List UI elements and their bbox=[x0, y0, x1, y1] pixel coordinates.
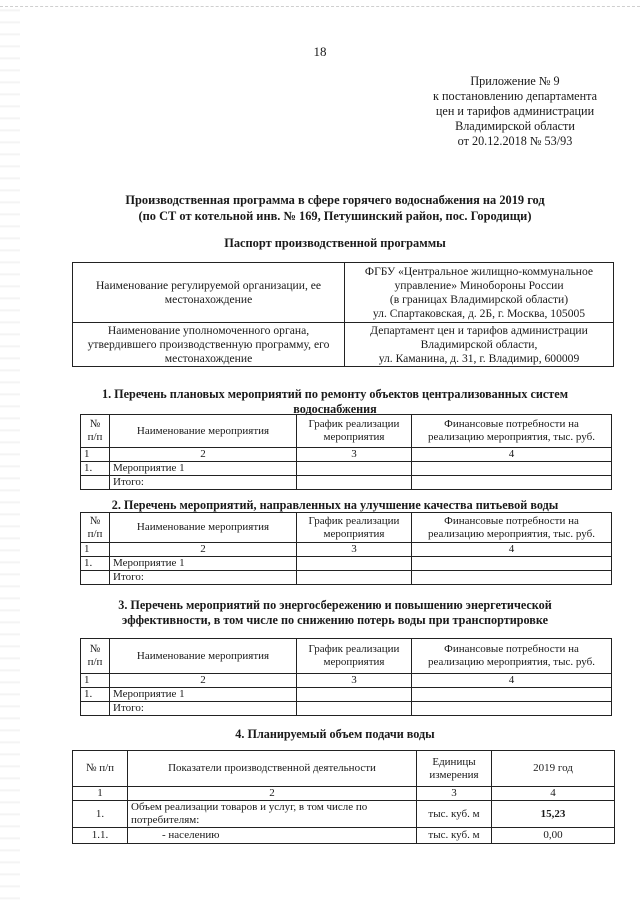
appendix-line: Владимирской области bbox=[455, 119, 575, 133]
row-schedule bbox=[297, 557, 412, 571]
total-finance bbox=[412, 476, 612, 490]
col-schedule-header: График реализации мероприятия bbox=[297, 415, 412, 448]
authority-line: Департамент цен и тарифов администрации bbox=[370, 323, 588, 337]
scan-top-line bbox=[0, 6, 640, 7]
total-num bbox=[81, 571, 110, 585]
col-num-header: № п/п bbox=[81, 639, 110, 674]
org-line: управление» Минобороны России bbox=[394, 278, 564, 292]
section-4-heading: 4. Планируемый объем подачи воды bbox=[235, 727, 435, 741]
heading-line: 3. Перечень мероприятий по энергосбережению и повышению энергетической bbox=[118, 598, 552, 612]
vol-num-header: № п/п bbox=[73, 751, 128, 787]
section-1-table bbox=[80, 414, 612, 490]
col-index: 4 bbox=[412, 674, 612, 688]
total-num bbox=[81, 476, 110, 490]
col-index: 2 bbox=[128, 787, 417, 801]
title-line: (по СТ от котельной инв. № 169, Петушинский район, пос. Городищи) bbox=[138, 209, 532, 223]
section-3-table bbox=[80, 638, 612, 716]
col-index: 1 bbox=[81, 448, 110, 462]
heading-line: эффективности, в том числе по снижению потерь воды при транспортировке bbox=[122, 613, 548, 627]
passport-table bbox=[72, 262, 614, 367]
col-name-header: Наименование мероприятия bbox=[110, 513, 297, 543]
col-finance-header: Финансовые потребности на реализацию мероприятия, тыс. руб. bbox=[412, 639, 612, 674]
appendix-line: Приложение № 9 bbox=[470, 74, 560, 88]
col-index: 3 bbox=[297, 448, 412, 462]
col-num-header: № п/п bbox=[81, 415, 110, 448]
col-index: 3 bbox=[417, 787, 492, 801]
total-schedule bbox=[297, 702, 412, 716]
col-index: 1 bbox=[81, 674, 110, 688]
row-schedule bbox=[297, 462, 412, 476]
col-index: 2 bbox=[110, 543, 297, 557]
col-index: 3 bbox=[297, 543, 412, 557]
vol-row-name: - населению bbox=[128, 828, 417, 844]
heading-line: 1. Перечень плановых мероприятий по ремонту объектов централизованных систем bbox=[101, 387, 569, 401]
col-index: 1 bbox=[81, 543, 110, 557]
appendix-line: цен и тарифов администрации bbox=[435, 104, 595, 118]
total-schedule bbox=[297, 476, 412, 490]
vol-row-unit: тыс. куб. м bbox=[417, 828, 492, 844]
authority-line: Владимирской области, bbox=[420, 337, 538, 351]
col-index: 3 bbox=[297, 674, 412, 688]
vol-row-name: Объем реализации товаров и услуг, в том числе по потребителям: bbox=[128, 801, 417, 828]
col-schedule-header: График реализации мероприятия bbox=[297, 513, 412, 543]
total-schedule bbox=[297, 571, 412, 585]
vol-row-num: 1. bbox=[73, 801, 128, 828]
section-3-heading bbox=[60, 598, 610, 628]
heading-line: водоснабжения bbox=[293, 402, 377, 416]
org-line: (в границах Владимирской области) bbox=[389, 292, 569, 306]
appendix-line: к постановлению департамента bbox=[433, 89, 597, 103]
appendix-block bbox=[380, 74, 640, 149]
col-index: 1 bbox=[73, 787, 128, 801]
passport-title: Паспорт производственной программы bbox=[224, 236, 446, 250]
page-number: 18 bbox=[313, 44, 327, 59]
row-num: 1. bbox=[81, 462, 110, 476]
section-2-heading: 2. Перечень мероприятий, направленных на улучшение качества питьевой воды bbox=[111, 498, 559, 512]
org-line: ФГБУ «Центральное жилищно-коммунальное bbox=[364, 264, 594, 278]
passport-authority-label: Наименование уполномоченного органа, утвердившего производственную программу, его местонахождение bbox=[73, 323, 345, 367]
passport-org-label: Наименование регулируемой организации, ее местонахождение bbox=[73, 263, 345, 323]
col-finance-header: Финансовые потребности на реализацию мероприятия, тыс. руб. bbox=[412, 513, 612, 543]
col-num-header: № п/п bbox=[81, 513, 110, 543]
total-finance bbox=[412, 702, 612, 716]
row-num: 1. bbox=[81, 557, 110, 571]
col-name-header: Наименование мероприятия bbox=[110, 415, 297, 448]
col-index: 2 bbox=[110, 674, 297, 688]
col-index: 4 bbox=[492, 787, 615, 801]
col-name-header: Наименование мероприятия bbox=[110, 639, 297, 674]
total-finance bbox=[412, 571, 612, 585]
vol-unit-header: Единицы измерения bbox=[417, 751, 492, 787]
passport-org-value bbox=[345, 263, 614, 323]
vol-row-value: 0,00 bbox=[492, 828, 615, 844]
vol-row-unit: тыс. куб. м bbox=[417, 801, 492, 828]
total-label: Итого: bbox=[110, 476, 297, 490]
col-finance-header: Финансовые потребности на реализацию мероприятия, тыс. руб. bbox=[412, 415, 612, 448]
row-finance bbox=[412, 462, 612, 476]
passport-authority-value bbox=[345, 323, 614, 367]
row-schedule bbox=[297, 688, 412, 702]
org-line: ул. Спартаковская, д. 2Б, г. Москва, 105005 bbox=[372, 306, 586, 320]
vol-indicator-header: Показатели производственной деятельности bbox=[128, 751, 417, 787]
appendix-line: от 20.12.2018 № 53/93 bbox=[457, 134, 573, 148]
volume-table bbox=[72, 750, 615, 844]
row-name: Мероприятие 1 bbox=[110, 462, 297, 476]
section-2-table bbox=[80, 512, 612, 585]
document-title bbox=[60, 192, 610, 224]
row-finance bbox=[412, 688, 612, 702]
total-label: Итого: bbox=[110, 702, 297, 716]
row-finance bbox=[412, 557, 612, 571]
row-name: Мероприятие 1 bbox=[110, 557, 297, 571]
title-line: Производственная программа в сфере горячего водоснабжения на 2019 год bbox=[125, 193, 545, 207]
vol-row-num: 1.1. bbox=[73, 828, 128, 844]
total-label: Итого: bbox=[110, 571, 297, 585]
section-1-heading bbox=[60, 387, 610, 417]
col-schedule-header: График реализации мероприятия bbox=[297, 639, 412, 674]
scan-edge bbox=[0, 0, 20, 905]
row-num: 1. bbox=[81, 688, 110, 702]
col-index: 4 bbox=[412, 448, 612, 462]
col-index: 2 bbox=[110, 448, 297, 462]
authority-line: ул. Каманина, д. 31, г. Владимир, 600009 bbox=[378, 351, 580, 365]
vol-year-header: 2019 год bbox=[492, 751, 615, 787]
col-index: 4 bbox=[412, 543, 612, 557]
row-name: Мероприятие 1 bbox=[110, 688, 297, 702]
vol-row-value: 15,23 bbox=[492, 801, 615, 828]
total-num bbox=[81, 702, 110, 716]
